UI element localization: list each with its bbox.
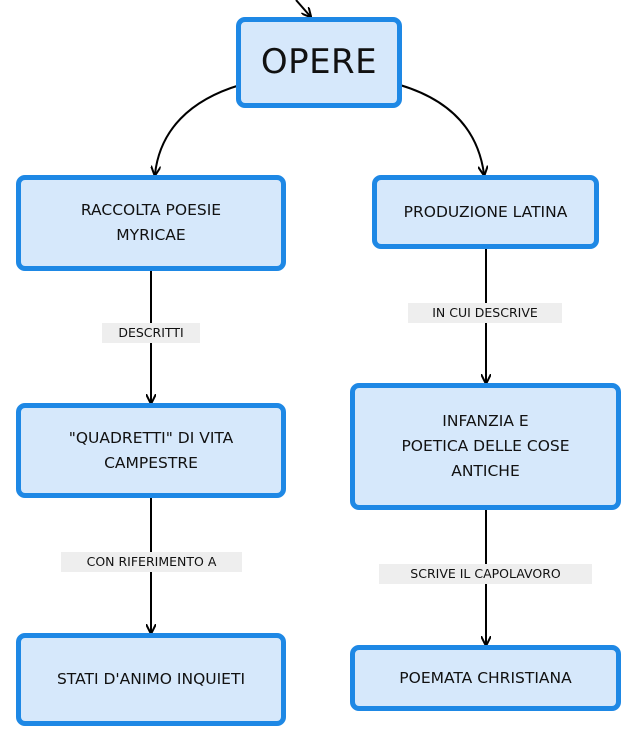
node-stati-d-animo[interactable] — [16, 633, 286, 726]
node-infanzia-line1: INFANZIA E — [442, 412, 529, 431]
node-raccolta-poesie-myricae[interactable] — [16, 175, 286, 271]
link-label-in-cui-descrive: IN CUI DESCRIVE — [408, 303, 562, 323]
link-label-con-riferimento: CON RIFERIMENTO A — [61, 552, 242, 572]
node-raccolta-line2: MYRICAE — [116, 226, 186, 244]
node-infanzia-text — [401, 409, 569, 483]
node-quadretti-text — [69, 426, 234, 476]
node-opere-label: OPERE — [260, 42, 378, 83]
node-stati-label: STATI D'ANIMO INQUIETI — [56, 670, 246, 689]
node-produzione-latina[interactable] — [372, 175, 599, 249]
incoming-arrow — [296, 0, 310, 16]
node-poemata-label: POEMATA CHRISTIANA — [399, 668, 572, 687]
node-latina-label: PRODUZIONE LATINA — [403, 202, 568, 221]
link-label-descritti: DESCRITTI — [102, 323, 200, 343]
node-raccolta-line1: RACCOLTA POESIE — [80, 201, 222, 220]
node-quadretti-line2: CAMPESTRE — [104, 453, 198, 472]
arrow-opere-to-raccolta — [155, 85, 240, 174]
node-infanzia[interactable] — [350, 383, 621, 510]
node-quadretti[interactable] — [16, 403, 286, 498]
link-label-scrive: SCRIVE IL CAPOLAVORO — [379, 564, 592, 584]
node-poemata-christiana[interactable] — [350, 645, 621, 711]
node-infanzia-line2: POETICA DELLE COSE — [401, 437, 570, 456]
node-opere[interactable] — [236, 17, 402, 108]
node-infanzia-line3: ANTICHE — [451, 461, 520, 480]
node-quadretti-line1: "QUADRETTI" DI VITA — [68, 428, 234, 447]
node-raccolta-text — [81, 198, 221, 248]
arrow-opere-to-latina — [400, 85, 484, 174]
